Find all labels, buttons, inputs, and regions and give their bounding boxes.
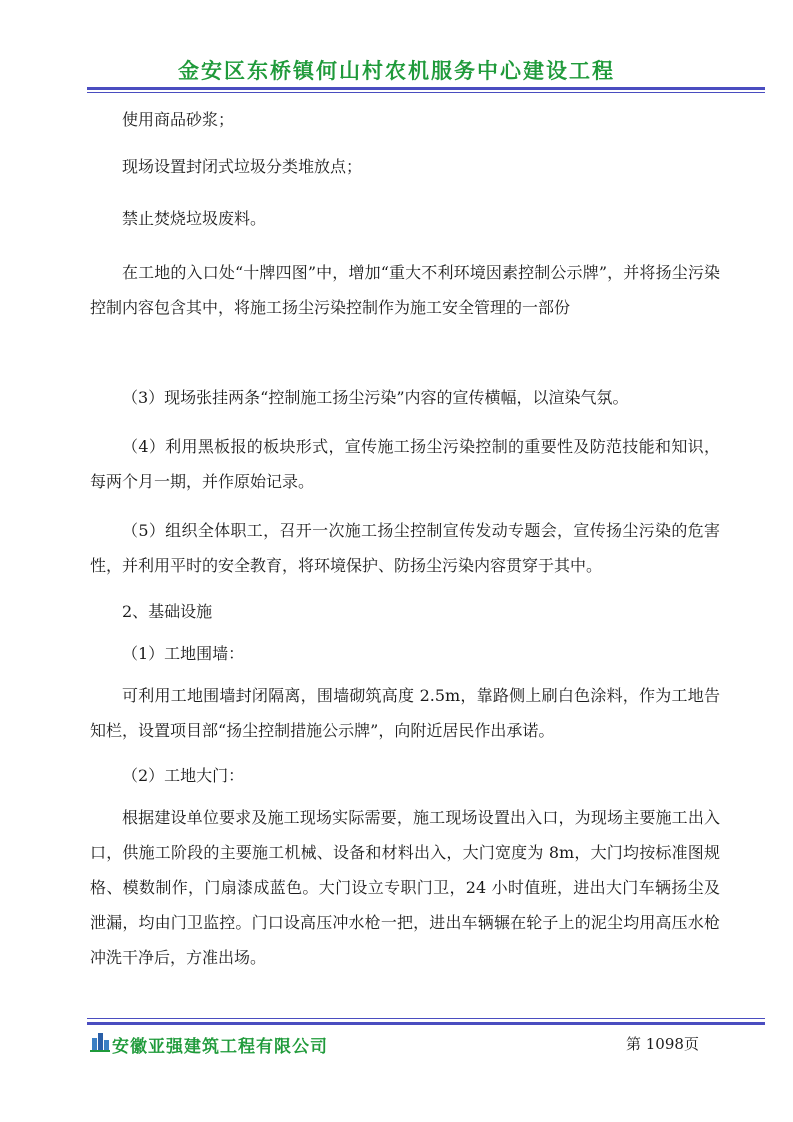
subsection-heading: （2）工地大门： [122,766,245,785]
header-rule-thin [87,92,765,93]
paragraph: （4）利用黑板报的板块形式，宣传施工扬尘污染控制的重要性及防范技能和知识，每两个月一期，并作原始记录。 [90,437,720,491]
subsection-heading: （1）工地围墙： [122,644,245,663]
footer-rule-thick [87,1022,765,1025]
paragraph: 在工地的入口处“十牌四图”中，增加“重大不利环境因素控制公示牌”，并将扬尘污染控制内容包含其中，将施工扬尘污染控制作为施工安全管理的一部份 [90,263,720,317]
section-heading: 2、基础设施 [122,602,213,621]
paragraph: （5）组织全体职工，召开一次施工扬尘控制宣传发动专题会，宣传扬尘污染的危害性，并利用平时的安全教育，将环境保护、防扬尘污染内容贯穿于其中。 [90,521,720,575]
building-logo-icon [90,1030,110,1052]
paragraph: 根据建设单位要求及施工现场实际需要，施工现场设置出入口，为现场主要施工出入口，供施工阶段的主要施工机械、设备和材料出入，大门宽度为 8m，大门均按标准图规格、模数制作，门扇漆成蓝色。大门设立专职门卫，24 小时值班，进出大门车辆扬尘及泄漏，均由门卫监控。门口设高压冲水枪一把，进出车辆辗在轮子上的泥尘均用高压水枪冲洗干净后，方准出场。 [90,808,720,967]
page-number: 第 1098页 [626,1035,699,1053]
paragraph: 禁止焚烧垃圾废料。 [122,209,267,228]
footer-rule-thin [87,1018,765,1019]
header-rule-thick [87,87,765,90]
paragraph: 现场设置封闭式垃圾分类堆放点； [122,157,363,176]
header-title: 金安区东桥镇何山村农机服务中心建设工程 [178,58,615,83]
footer-company-name: 安徽亚强建筑工程有限公司 [112,1037,328,1057]
paragraph: （3）现场张挂两条“控制施工扬尘污染”内容的宣传横幅，以渲染气氛。 [122,388,629,407]
paragraph: 可利用工地围墙封闭隔离，围墙砌筑高度 2.5m，靠路侧上刷白色涂料，作为工地告知栏，设置项目部“扬尘控制措施公示牌”，向附近居民作出承诺。 [90,686,720,740]
paragraph: 使用商品砂浆； [122,110,235,129]
